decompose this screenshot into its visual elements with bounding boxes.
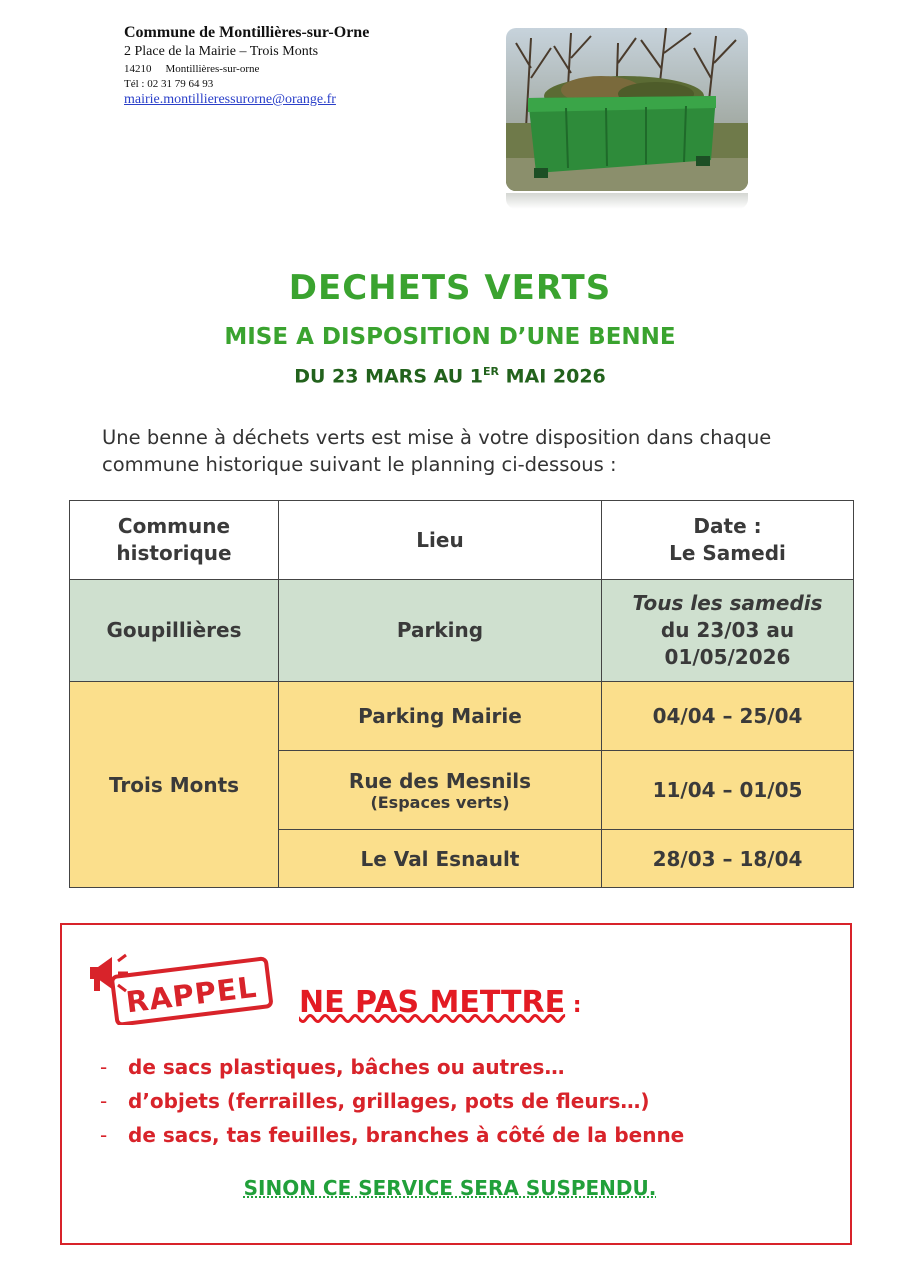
- header-date-line2: Le Samedi: [669, 541, 786, 565]
- cell-date-val-esnault: 28/03 – 18/04: [602, 830, 854, 888]
- list-item: - d’objets (ferrailles, grillages, pots de fleurs…): [100, 1089, 650, 1113]
- header-date: [602, 501, 854, 580]
- service-suspended-warning: SINON CE SERVICE SERA SUSPENDU.: [243, 1176, 657, 1200]
- phone-number: Tél : 02 31 79 64 93: [124, 78, 214, 90]
- city: Montillières-sur-orne: [165, 63, 260, 75]
- lieu-rue-des-mesnils-sub: (Espaces verts): [370, 792, 510, 812]
- forbidden-item-text: de sacs, tas feuilles, branches à côté de la benne: [128, 1123, 685, 1147]
- ne-pas-mettre-text: NE PAS METTRE: [299, 985, 566, 1020]
- cell-lieu-val-esnault: Le Val Esnault: [279, 830, 602, 888]
- cell-date-rue-des-mesnils: 11/04 – 01/05: [602, 751, 854, 830]
- forbidden-item-text: d’objets (ferrailles, grillages, pots de fleurs…): [128, 1089, 650, 1113]
- date-range-end: MAI 2026: [498, 365, 606, 388]
- cell-lieu-rue-des-mesnils: [279, 751, 602, 830]
- cell-date-goupillieres: [602, 580, 854, 682]
- date-goupillieres-line1: Tous les samedis: [632, 591, 823, 615]
- green-waste-container-photo: [506, 28, 748, 191]
- date-goupillieres-line2: du 23/03 au: [660, 618, 795, 642]
- rappel-stamp: [86, 945, 276, 1025]
- forbidden-item-text: de sacs plastiques, bâches ou autres…: [128, 1055, 565, 1079]
- intro-paragraph: Une benne à déchets verts est mise à votre disposition dans chaque commune historique suivant le planning ci-dessous :: [102, 426, 772, 476]
- table-row-goupillieres: [70, 580, 854, 682]
- list-item: - de sacs plastiques, bâches ou autres…: [100, 1055, 565, 1079]
- rappel-stamp-text: RAPPEL: [124, 969, 259, 1020]
- forbidden-items-list: [100, 1050, 684, 1152]
- date-range-start: DU 23 MARS AU 1: [294, 365, 483, 388]
- ne-pas-mettre-heading: [299, 985, 582, 1020]
- ne-pas-mettre-colon: :: [565, 993, 582, 1018]
- commune-name: Commune de Montillières-sur-Orne: [124, 24, 370, 41]
- list-item: - de sacs, tas feuilles, branches à côté de la benne: [100, 1123, 685, 1147]
- cell-lieu-parking-mairie: Parking Mairie: [279, 682, 602, 751]
- photo-reflection: [506, 193, 748, 209]
- header-lieu: Lieu: [279, 501, 602, 580]
- lieu-rue-des-mesnils: Rue des Mesnils: [348, 768, 532, 793]
- header-date-line1: Date :: [693, 514, 762, 538]
- container-illustration: [506, 28, 748, 191]
- postcode-city: [124, 63, 369, 75]
- date-range-title: [0, 365, 900, 387]
- main-title: DECHETS VERTS: [288, 268, 612, 308]
- schedule-table: [69, 500, 854, 888]
- cell-commune-goupillieres: Goupillières: [70, 580, 279, 682]
- date-range-superscript: ER: [483, 365, 499, 378]
- cell-commune-trois-monts: Trois Monts: [70, 682, 279, 888]
- street-address: 2 Place de la Mairie – Trois Monts: [124, 44, 319, 59]
- postcode: 14210: [124, 63, 152, 75]
- commune-address-block: [124, 24, 369, 108]
- megaphone-icon: [90, 955, 128, 991]
- table-header-row: [70, 501, 854, 580]
- subtitle: MISE A DISPOSITION D’UNE BENNE: [224, 324, 676, 350]
- cell-lieu-goupillieres: Parking: [279, 580, 602, 682]
- cell-date-parking-mairie: 04/04 – 25/04: [602, 682, 854, 751]
- table-row-trois-monts-1: [70, 682, 854, 751]
- email-link[interactable]: mairie.montillieressurorne@orange.fr: [124, 92, 336, 107]
- date-goupillieres-line3: 01/05/2026: [664, 645, 791, 669]
- header-commune: Commune historique: [70, 501, 279, 580]
